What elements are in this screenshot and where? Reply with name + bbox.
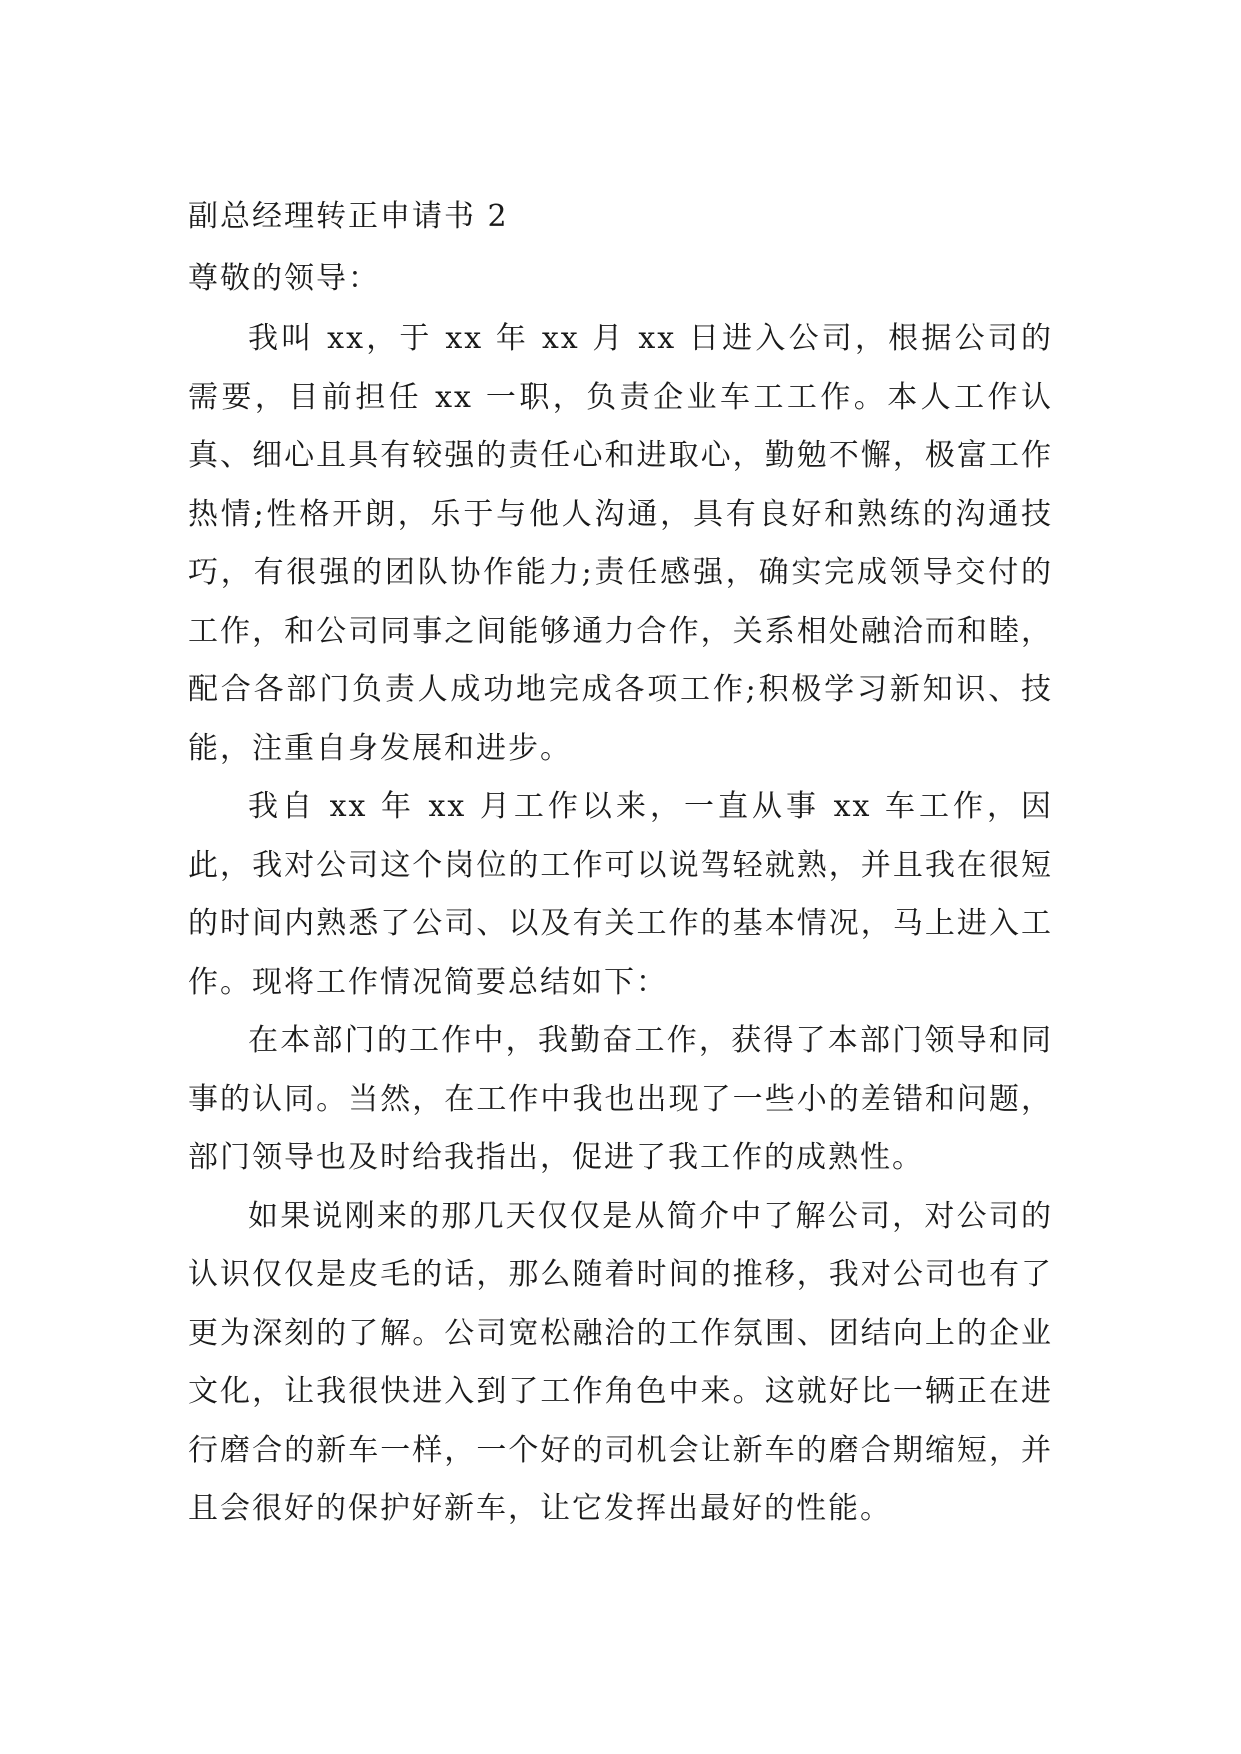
paragraph-experience: 我自 xx 年 xx 月工作以来，一直从事 xx 车工作，因此，我对公司这个岗位的工作可以说驾轻就熟，并且我在很短的时间内熟悉了公司、以及有关工作的基本情况，马上进入工作。现将工作情况简要总结如下： [188, 789, 1053, 1000]
paragraph-understanding: 如果说刚来的那几天仅仅是从简介中了解公司，对公司的认识仅仅是皮毛的话，那么随着时间的推移，我对公司也有了更为深刻的了解。公司宽松融洽的工作氛围、团结向上的企业文化，让我很快进入到了工作角色中来。这就好比一辆正在进行磨合的新车一样，一个好的司机会让新车的磨合期缩短，并且会很好的保护好新车，让它发挥出最好的性能。 [188, 1198, 1053, 1526]
salutation: 尊敬的领导： [188, 261, 380, 296]
paragraph-department: 在本部门的工作中，我勤奋工作，获得了本部门领导和同事的认同。当然，在工作中我也出现了一些小的差错和问题，部门领导也及时给我指出，促进了我工作的成熟性。 [188, 1023, 1053, 1175]
paragraph-intro: 我叫 xx，于 xx 年 xx 月 xx 日进入公司，根据公司的需要，目前担任 xx 一职，负责企业车工工作。本人工作认真、细心且具有较强的责任心和进取心，勤勉不懈，极富工作热情;性格开朗，乐于与他人沟通，具有良好和熟练的沟通技巧，有很强的团队协作能力;责任感强，确实完成领导交付的工作，和公司同事之间能够通力合作，关系相处融洽而和睦，配合各部门负责人成功地完成各项工作;积极学习新知识、技能，注重自身发展和进步。 [188, 321, 1053, 766]
document-body [188, 186, 1053, 1539]
document-title: 副总经理转正申请书 2 [188, 199, 509, 234]
